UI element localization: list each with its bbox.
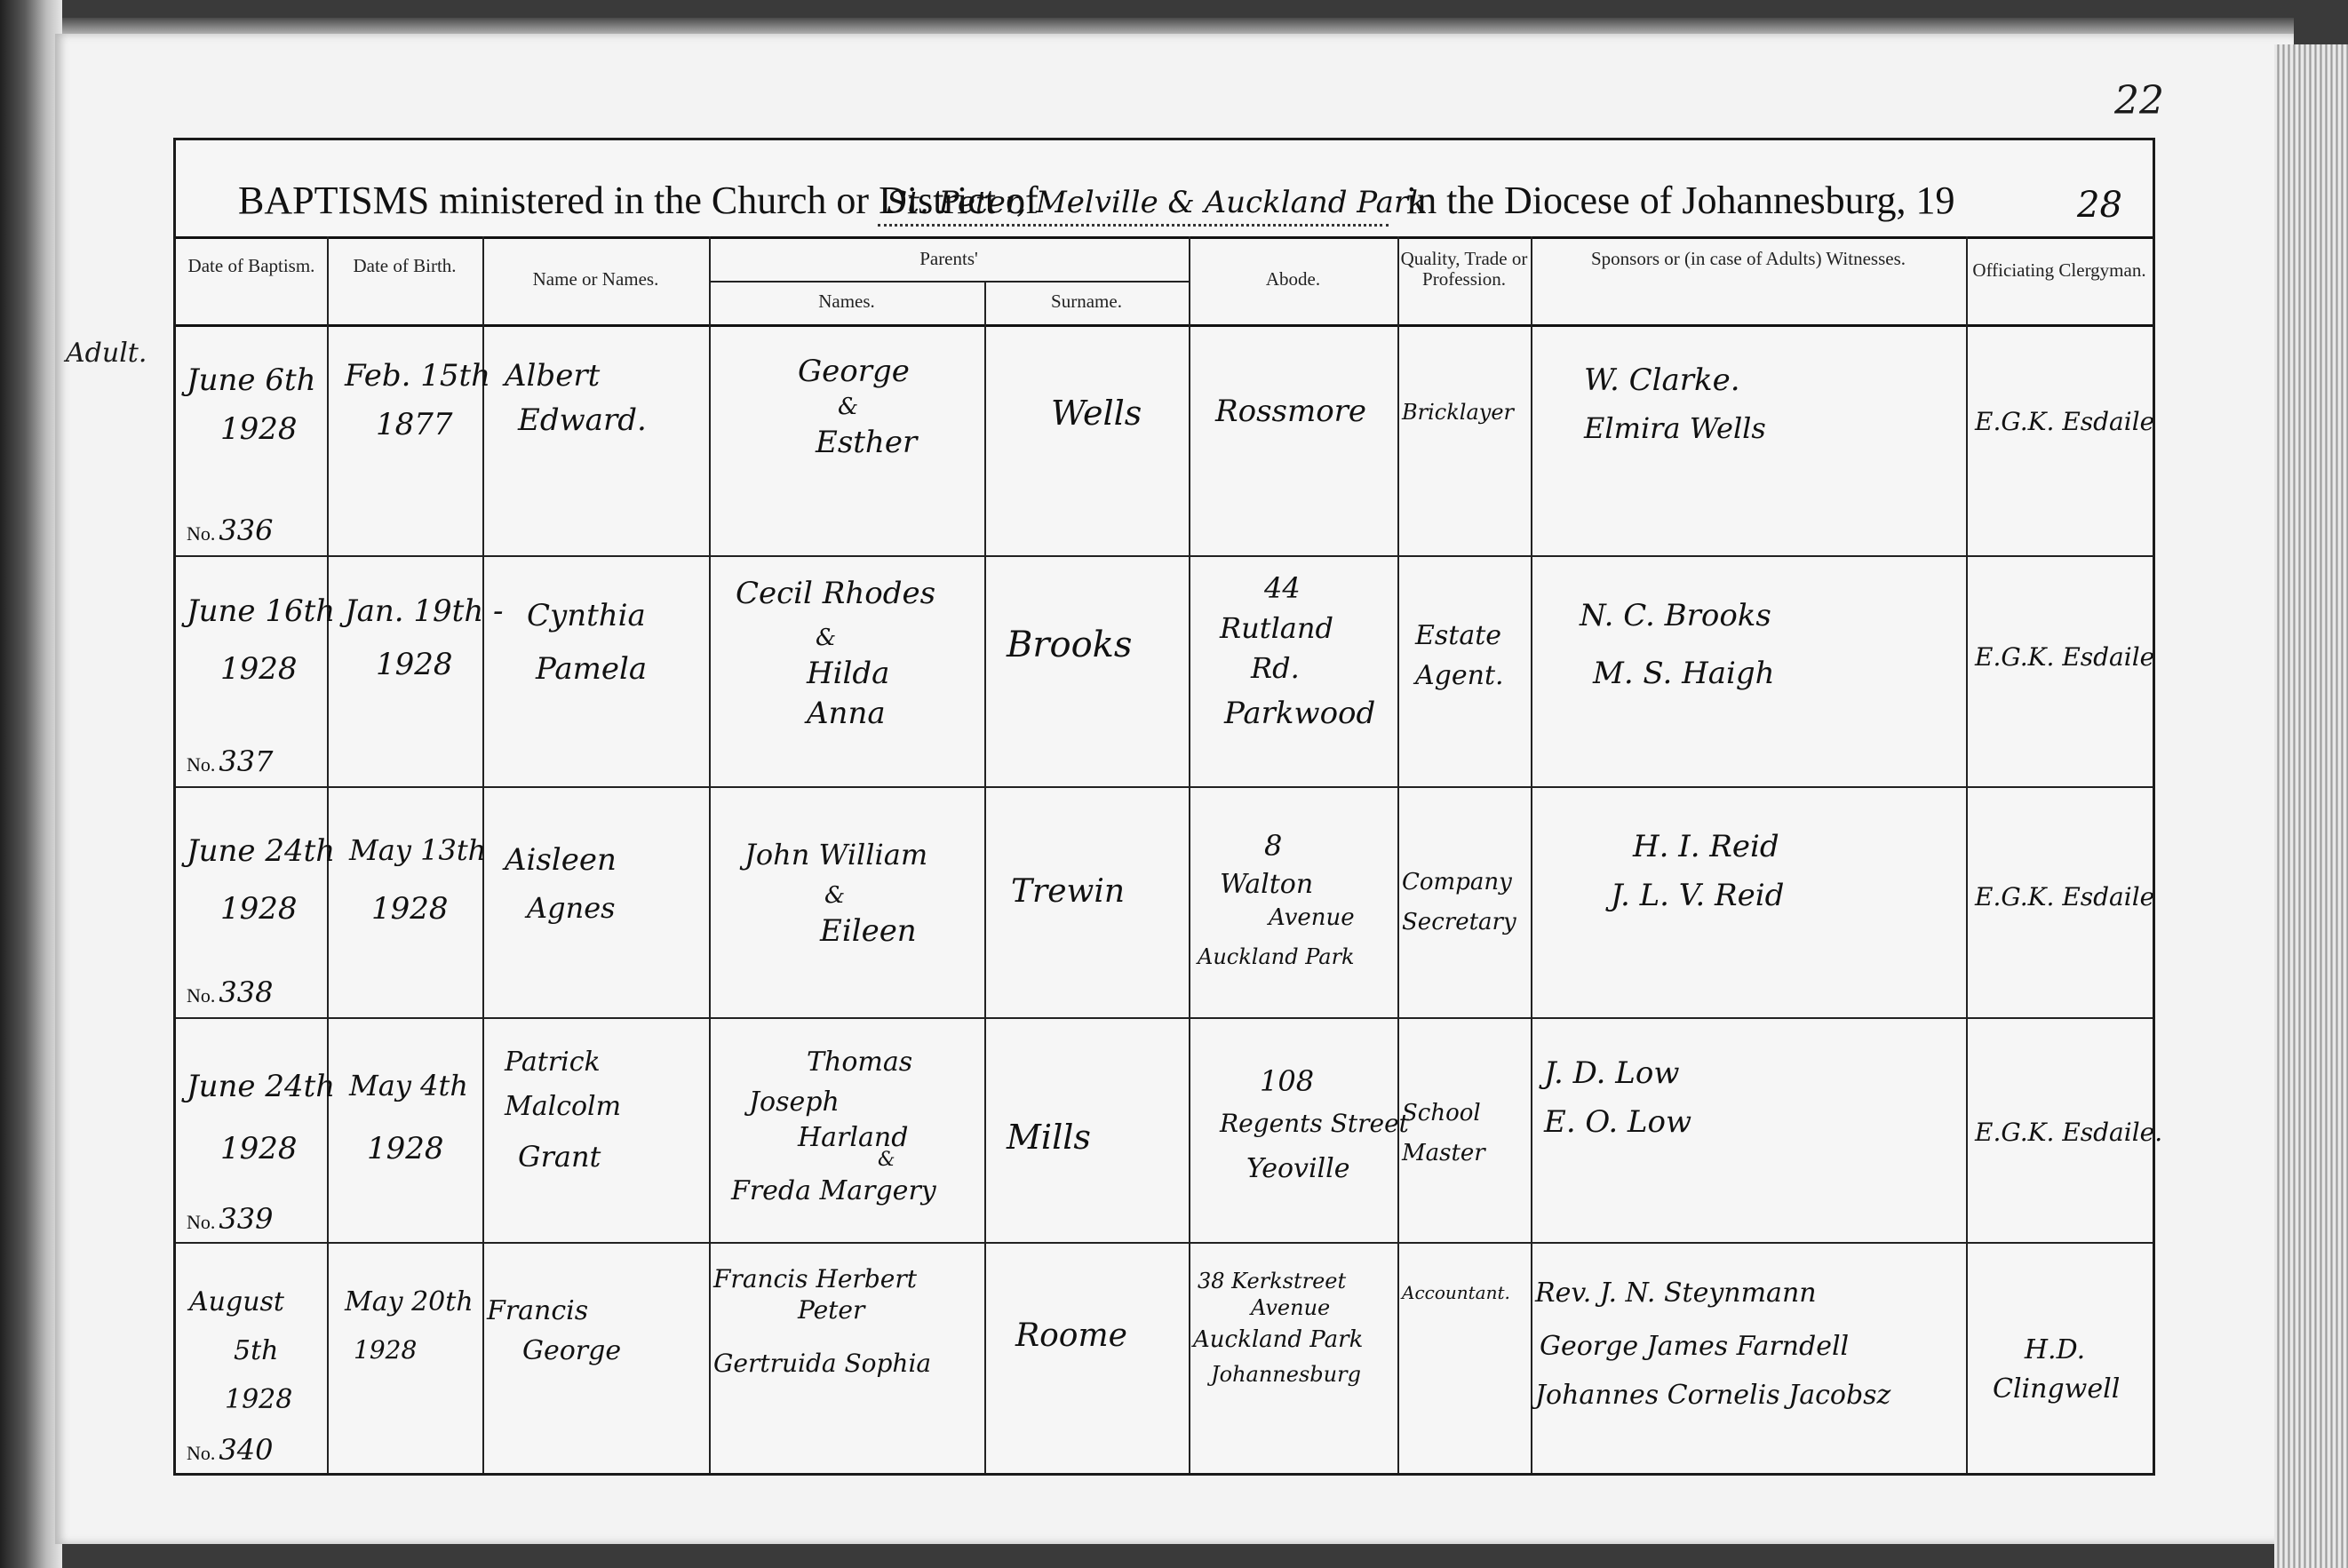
sponsor-line: W. Clarke. xyxy=(1584,362,1740,398)
quality-line: Master xyxy=(1402,1140,1485,1166)
baptism-date-line: June 16th xyxy=(187,593,336,629)
parents-name-line: & xyxy=(878,1149,895,1171)
parents-name-line: Hilda xyxy=(807,656,890,691)
parents-name-line: Anna xyxy=(807,696,886,731)
abode-line: Rossmore xyxy=(1215,394,1367,429)
header-abode: Abode. xyxy=(1265,268,1321,290)
birth-date-line: Feb. 15th xyxy=(345,358,491,394)
abode-line: 108 xyxy=(1260,1064,1315,1098)
parents-name-line: Eileen xyxy=(820,913,917,949)
register-title xyxy=(238,178,2122,231)
abode-line: Yeoville xyxy=(1246,1153,1350,1184)
parents-name-line: Francis Herbert xyxy=(713,1264,917,1293)
parents-name-line: & xyxy=(816,625,837,651)
entry-number: No. 337 xyxy=(187,744,274,778)
parents-surname: Brooks xyxy=(1007,625,1133,665)
clergyman-signature: H.D. Clingwell xyxy=(1993,1334,2121,1405)
birth-year-line: 1928 xyxy=(371,891,449,927)
header-parents: Parents' xyxy=(919,248,978,269)
header-quality: Quality, Trade or Profession. xyxy=(1400,248,1528,290)
col-rule-5 xyxy=(1189,236,1190,1473)
baptism-date-line: June 24th xyxy=(187,833,336,869)
sponsor-line: Johannes Cornelis Jacobsz xyxy=(1535,1380,1891,1411)
header-parents-surname: Surname. xyxy=(1051,291,1122,312)
clergyman-signature: E.G.K. Esdaile xyxy=(1975,882,2155,911)
clergyman-signature: E.G.K. Esdaile xyxy=(1975,642,2155,672)
col-rule-4 xyxy=(984,281,986,1473)
birth-date-line: May 4th xyxy=(349,1069,468,1102)
parents-name-line: Esther xyxy=(816,425,918,460)
abode-line: 8 xyxy=(1264,829,1283,863)
entry-number: No. 338 xyxy=(187,975,274,1009)
child-name-line: Francis xyxy=(487,1295,589,1326)
abode-line: Auckland Park xyxy=(1193,1326,1364,1353)
birth-date-line: May 20th xyxy=(345,1286,474,1317)
title-district: St. Peter, Melville & Auckland Park xyxy=(887,185,1427,220)
child-name-line: Patrick xyxy=(505,1047,601,1078)
parents-sub-rule xyxy=(709,281,1189,283)
row-rule-1 xyxy=(176,555,2153,557)
abode-line: Auckland Park xyxy=(1198,944,1355,969)
birth-date-line: May 13th xyxy=(349,833,487,867)
parents-name-line: Thomas xyxy=(807,1047,913,1078)
header-top-rule xyxy=(176,236,2153,239)
parents-surname: Roome xyxy=(1015,1317,1127,1354)
abode-line: Rd. xyxy=(1251,651,1300,685)
col-rule-6 xyxy=(1397,236,1399,1473)
sponsor-line: M. S. Haigh xyxy=(1593,656,1775,691)
page-stack-edge xyxy=(2274,44,2348,1568)
sponsor-line: E. O. Low xyxy=(1544,1104,1692,1140)
abode-line: Parkwood xyxy=(1224,696,1376,731)
baptism-year-line: 1928 xyxy=(225,1384,293,1415)
child-name-line: Edward. xyxy=(518,402,647,438)
quality-line: Secretary xyxy=(1402,909,1516,935)
entry-number: No. 340 xyxy=(187,1433,274,1467)
quality-line: School xyxy=(1402,1100,1481,1126)
clergyman-signature: E.G.K. Esdaile. xyxy=(1975,1118,2163,1147)
row-rule-3 xyxy=(176,1017,2153,1019)
sponsor-line: Rev. J. N. Steynmann xyxy=(1535,1277,1817,1309)
parents-name-line: Gertruida Sophia xyxy=(713,1349,932,1378)
title-suffix: in the Diocese of Johannesburg, 19 xyxy=(1406,179,1955,222)
sponsor-line: N. C. Brooks xyxy=(1580,598,1771,633)
parents-name-line: Harland xyxy=(798,1122,909,1153)
parents-name-line: Freda Margery xyxy=(731,1175,936,1206)
baptism-year-line: 1928 xyxy=(220,891,298,927)
abode-line: 44 xyxy=(1264,571,1301,605)
child-name-line: Cynthia xyxy=(527,598,646,633)
parents-name-line: Peter xyxy=(798,1295,865,1325)
baptism-register-table xyxy=(173,138,2163,1476)
quality-line: Bricklayer xyxy=(1402,400,1514,425)
baptism-year-line: 1928 xyxy=(220,411,298,447)
header-name-or-names: Name or Names. xyxy=(532,268,659,290)
abode-line: 38 Kerkstreet xyxy=(1198,1269,1347,1293)
page-number: 22 xyxy=(2114,78,2164,123)
entry-number: No. 339 xyxy=(187,1202,274,1236)
margin-note: Adult. xyxy=(66,338,147,369)
col-rule-7 xyxy=(1531,236,1532,1473)
sponsor-line: Elmira Wells xyxy=(1584,411,1766,445)
quality-line: Accountant. xyxy=(1402,1282,1510,1303)
birth-year-line: 1877 xyxy=(376,407,453,442)
parents-name-line: Cecil Rhodes xyxy=(736,576,936,611)
entry-number: No. 336 xyxy=(187,513,274,547)
abode-line: Regents Street xyxy=(1220,1109,1409,1138)
row-rule-2 xyxy=(176,786,2153,788)
birth-year-line: 1928 xyxy=(367,1131,444,1166)
abode-line: Avenue xyxy=(1269,904,1355,931)
parents-surname: Wells xyxy=(1051,394,1142,433)
book-spine-edge xyxy=(0,0,62,1568)
sponsor-line: George James Farndell xyxy=(1540,1331,1850,1362)
col-rule-8 xyxy=(1966,236,1968,1473)
baptism-year-line: 1928 xyxy=(220,651,298,687)
parents-name-line: Joseph xyxy=(749,1086,840,1118)
sponsor-line: H. I. Reid xyxy=(1633,829,1779,864)
abode-line: Rutland xyxy=(1220,611,1333,645)
header-date-of-birth: Date of Birth. xyxy=(353,255,457,276)
baptism-date-line: 5th xyxy=(234,1335,279,1366)
header-parents-names: Names. xyxy=(818,291,875,312)
parents-name-line: John William xyxy=(744,838,928,872)
child-name-line: Grant xyxy=(518,1140,601,1174)
col-rule-3 xyxy=(709,236,711,1473)
sponsor-line: J. L. V. Reid xyxy=(1611,878,1785,913)
baptism-date-line: June 6th xyxy=(187,362,316,398)
parents-name-line: & xyxy=(824,882,846,909)
parents-surname: Mills xyxy=(1007,1118,1091,1157)
parents-name-line: & xyxy=(838,394,859,420)
quality-line: Company xyxy=(1402,869,1512,895)
birth-year-line: 1928 xyxy=(376,647,453,682)
birth-date-line: Jan. 19th - xyxy=(345,593,504,629)
title-district-dotline xyxy=(878,224,1389,227)
header-bottom-rule xyxy=(176,324,2153,327)
quality-line: Agent. xyxy=(1415,660,1504,691)
child-name-line: Albert xyxy=(505,358,601,394)
row-rule-4 xyxy=(176,1242,2153,1244)
clergyman-signature: E.G.K. Esdaile xyxy=(1975,407,2155,436)
birth-year-line: 1928 xyxy=(354,1335,418,1365)
baptism-date-line: June 24th xyxy=(187,1069,336,1104)
header-sponsors: Sponsors or (in case of Adults) Witnesses. xyxy=(1591,248,1906,269)
child-name-line: Malcolm xyxy=(505,1091,622,1122)
child-name-line: George xyxy=(522,1335,622,1366)
sponsor-line: J. D. Low xyxy=(1544,1055,1680,1091)
abode-line: Johannesburg xyxy=(1211,1362,1361,1387)
parents-surname: Trewin xyxy=(1011,873,1126,910)
parents-name-line: George xyxy=(798,354,910,389)
quality-line: Estate xyxy=(1415,620,1502,651)
child-name-line: Pamela xyxy=(536,651,648,687)
title-year: 28 xyxy=(2077,185,2122,226)
title-prefix: BAPTISMS ministered in the Church or District of xyxy=(238,179,1039,222)
baptism-date-line: August xyxy=(189,1286,284,1317)
abode-line: Avenue xyxy=(1251,1295,1331,1320)
abode-line: Walton xyxy=(1220,869,1314,900)
header-clergyman: Officiating Clergyman. xyxy=(1972,259,2146,281)
baptism-year-line: 1928 xyxy=(220,1131,298,1166)
child-name-line: Agnes xyxy=(527,891,616,925)
child-name-line: Aisleen xyxy=(505,842,617,878)
header-date-of-baptism: Date of Baptism. xyxy=(187,255,315,276)
